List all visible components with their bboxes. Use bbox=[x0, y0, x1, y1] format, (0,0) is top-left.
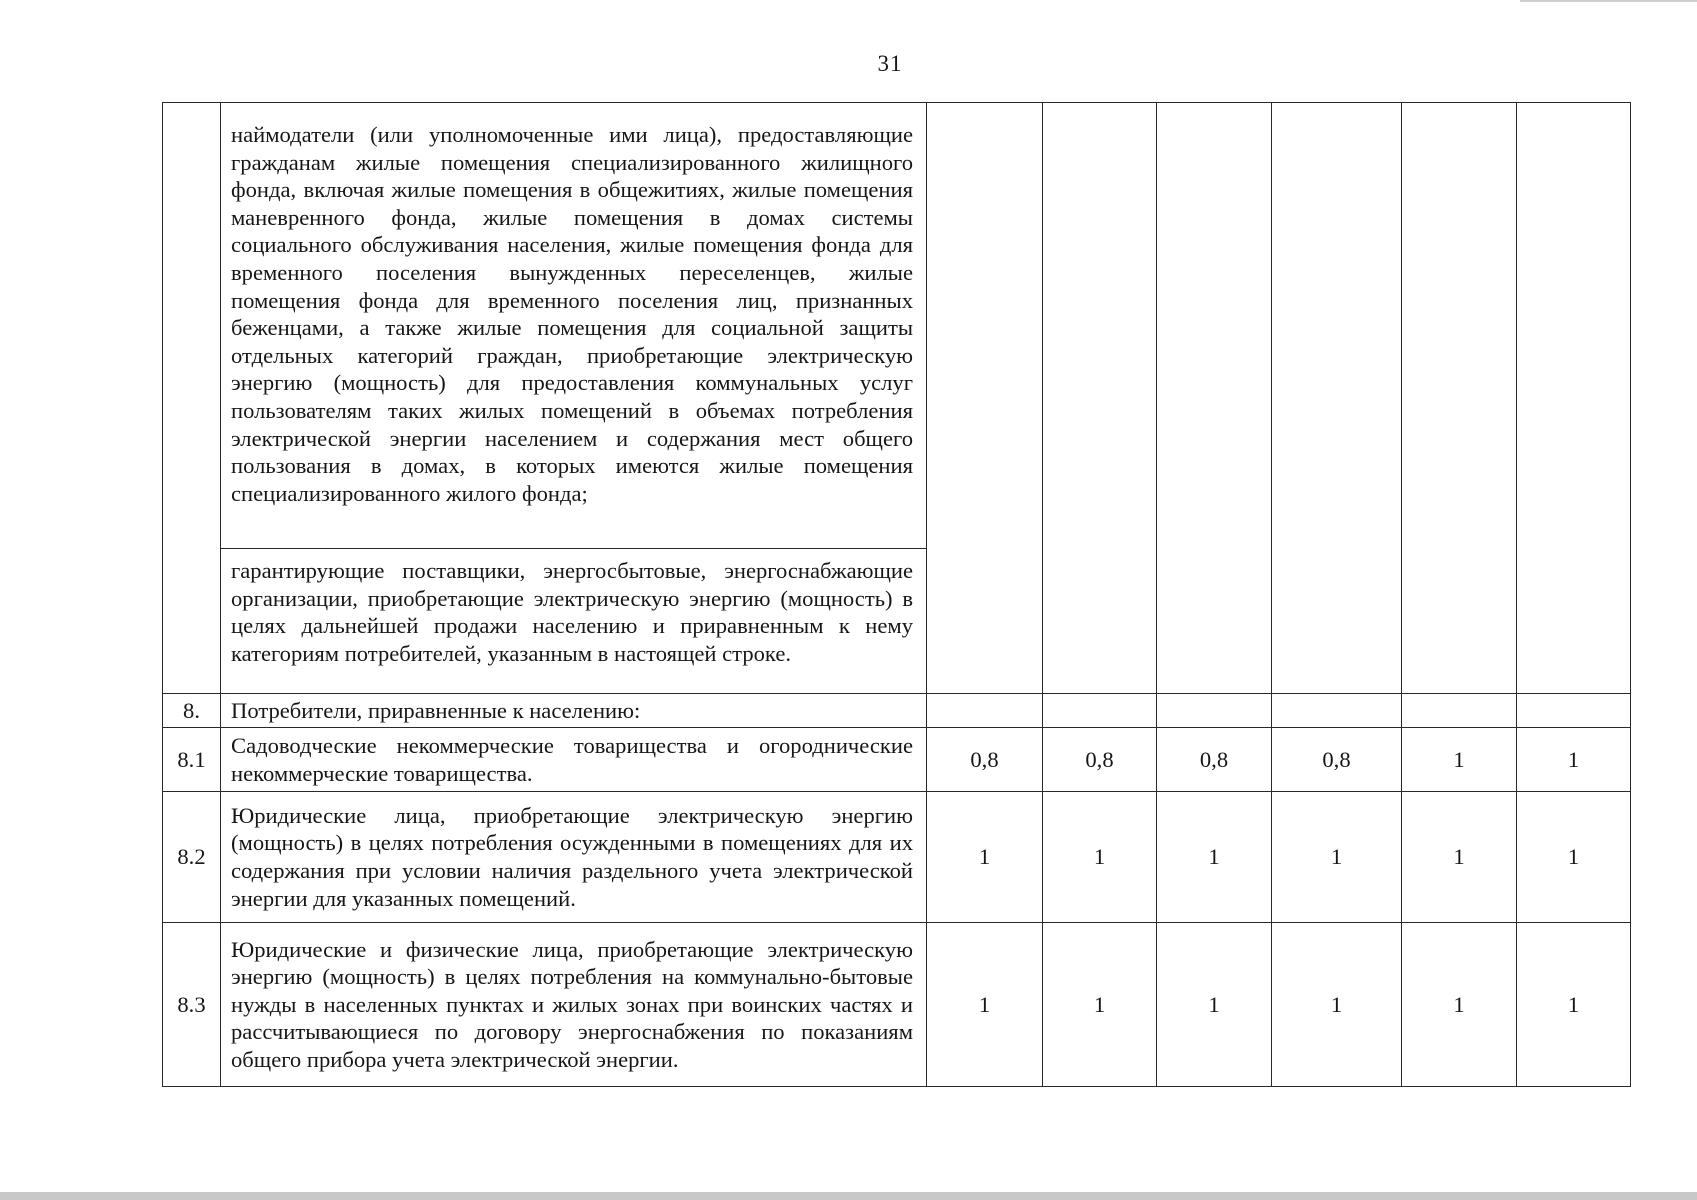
table-row bbox=[163, 694, 1631, 728]
value-cell: 1 bbox=[927, 923, 1043, 1087]
value-cell: 0,8 bbox=[1157, 728, 1272, 792]
table-row bbox=[163, 728, 1631, 792]
row-description: наймодатели (или уполномоченные ими лица), предоставляющие гражданам жилые помещения специализированного жилищного фонда, включая жилые помещения в общежитиях, жилые помещения маневренного фонда, жилые помещения в домах системы социального обслуживания населения, жилые помещения фонда для временного поселения вынужденных переселенцев, жилые помещения фонда для временного поселения лиц, признанных беженцами, а также жилые помещения для социальной защиты отдельных категорий граждан, приобретающие электрическую энергию (мощность) для предоставления коммунальных услуг пользователям таких жилых помещений в объемах потребления электрической энергии населением и содержания мест общего пользования в домах, в которых имеются жилые помещения специализированного жилого фонда; bbox=[221, 103, 927, 549]
row-number: 8.3 bbox=[163, 923, 221, 1087]
row-number: 8.2 bbox=[163, 792, 221, 923]
value-cell bbox=[1157, 694, 1272, 728]
value-cell bbox=[1043, 103, 1157, 694]
row-number-cell-empty bbox=[163, 103, 221, 694]
value-cell bbox=[927, 694, 1043, 728]
value-cell: 1 bbox=[927, 792, 1043, 923]
row-number: 8. bbox=[163, 694, 221, 728]
value-cell: 0,8 bbox=[1272, 728, 1402, 792]
value-cell bbox=[1043, 694, 1157, 728]
top-edge-rule bbox=[1520, 0, 1697, 2]
row-description: Садоводческие некоммерческие товарищества и огороднические некоммерческие товарищества. bbox=[221, 728, 927, 792]
value-cell bbox=[1517, 694, 1631, 728]
value-cell: 0,8 bbox=[1043, 728, 1157, 792]
row-description: Потребители, приравненные к населению: bbox=[221, 694, 927, 728]
scan-bottom-edge bbox=[0, 1192, 1697, 1200]
value-cell bbox=[1517, 103, 1631, 694]
value-cell: 0,8 bbox=[927, 728, 1043, 792]
value-cell: 1 bbox=[1157, 923, 1272, 1087]
value-cell: 1 bbox=[1402, 728, 1517, 792]
row-description: Юридические и физические лица, приобретающие электрическую энергию (мощность) в целях потребления на коммунально-бытовые нужды в населенных пунктах и жилых зонах при воинских частях и рассчитывающиеся по договору энергоснабжения по показаниям общего прибора учета электрической энергии. bbox=[221, 923, 927, 1087]
row-description: Юридические лица, приобретающие электрическую энергию (мощность) в целях потребления осужденными в помещениях для их содержания при условии наличия раздельного учета электрической энергии для указанных помещений. bbox=[221, 792, 927, 923]
value-cell: 1 bbox=[1272, 923, 1402, 1087]
table-row-continuation-landlords bbox=[163, 103, 1631, 549]
value-cell: 1 bbox=[1402, 792, 1517, 923]
value-cell: 1 bbox=[1517, 923, 1631, 1087]
value-cell bbox=[1272, 694, 1402, 728]
value-cell bbox=[927, 103, 1043, 694]
value-cell: 1 bbox=[1157, 792, 1272, 923]
value-cell bbox=[1402, 103, 1517, 694]
row-description: гарантирующие поставщики, энергосбытовые, энергоснабжающие организации, приобретающие электрическую энергию (мощность) в целях дальнейшей продажи населению и приравненным к нему категориям потребителей, указанным в настоящей строке. bbox=[221, 549, 927, 694]
value-cell: 1 bbox=[1043, 923, 1157, 1087]
value-cell: 1 bbox=[1517, 728, 1631, 792]
value-cell bbox=[1402, 694, 1517, 728]
value-cell bbox=[1272, 103, 1402, 694]
value-cell: 1 bbox=[1402, 923, 1517, 1087]
value-cell bbox=[1157, 103, 1272, 694]
value-cell: 1 bbox=[1043, 792, 1157, 923]
page-number: 31 bbox=[877, 51, 903, 76]
value-cell: 1 bbox=[1272, 792, 1402, 923]
row-number: 8.1 bbox=[163, 728, 221, 792]
table-row bbox=[163, 923, 1631, 1087]
tariff-coefficients-table bbox=[162, 102, 1631, 1087]
value-cell: 1 bbox=[1517, 792, 1631, 923]
table-row bbox=[163, 792, 1631, 923]
